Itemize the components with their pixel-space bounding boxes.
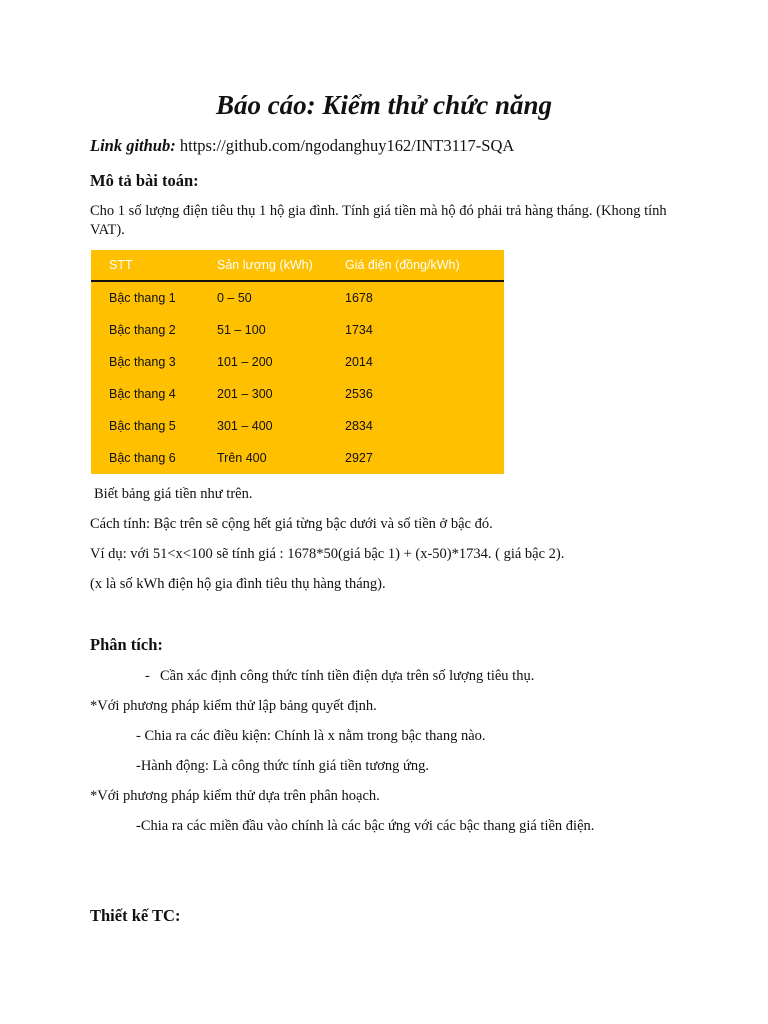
header-stt: STT xyxy=(91,250,199,281)
price-table xyxy=(91,250,504,474)
table-cell: 2927 xyxy=(345,451,373,465)
table-cell: Bậc thang 1 xyxy=(109,291,176,305)
note-calculation: Cách tính: Bậc trên sẽ cộng hết giá từng bậc dưới và số tiền ở bậc đó. xyxy=(90,516,493,532)
table-row xyxy=(91,410,504,442)
table-cell: 101 – 200 xyxy=(217,355,273,369)
header-output: Sản lượng (kWh) xyxy=(199,250,327,281)
table-cell: 1678 xyxy=(345,291,373,305)
table-cell: Bậc thang 2 xyxy=(109,323,176,337)
page-title: Báo cáo: Kiểm thử chức năng xyxy=(215,90,553,120)
table-cell: Bậc thang 4 xyxy=(109,387,176,401)
bullet-marker: - xyxy=(145,668,150,684)
table-cell: 2014 xyxy=(345,355,373,369)
table-row xyxy=(91,378,504,410)
table-row xyxy=(91,346,504,378)
note-x-definition: (x là số kWh điện hộ gia đình tiêu thụ hàng tháng). xyxy=(90,576,386,592)
table-cell: 201 – 300 xyxy=(217,387,273,401)
github-link[interactable]: https://github.com/ngodanghuy162/INT3117-SQA xyxy=(179,136,515,155)
table-cell: Trên 400 xyxy=(217,451,267,465)
analysis-bullet: Cần xác định công thức tính tiền điện dựa trên số lượng tiêu thụ. xyxy=(160,668,535,684)
method-decision-conditions: - Chia ra các điều kiện: Chính là x nằm trong bậc thang nào. xyxy=(136,728,486,744)
problem-heading: Mô tả bài toán: xyxy=(90,171,199,190)
method-decision-table: *Với phương pháp kiểm thử lập bảng quyết định. xyxy=(90,698,377,714)
table-cell: 1734 xyxy=(345,323,373,337)
table-row xyxy=(91,314,504,346)
table-cell: 301 – 400 xyxy=(217,419,273,433)
table-row xyxy=(91,281,504,314)
method-decision-actions: -Hành động: Là công thức tính giá tiền tương ứng. xyxy=(136,758,429,774)
note-price-table: Biết bảng giá tiền như trên. xyxy=(94,486,253,502)
table-header-row xyxy=(91,250,504,281)
table-cell: 2536 xyxy=(345,387,373,401)
method-partitioning-domains: -Chia ra các miền đầu vào chính là các bậc ứng với các bậc thang giá tiền điện. xyxy=(136,818,595,834)
design-heading: Thiết kế TC: xyxy=(90,906,181,925)
header-price: Giá điện (đồng/kWh) xyxy=(327,250,504,281)
github-label: Link github: xyxy=(90,136,176,155)
github-line xyxy=(90,136,514,156)
table-cell: Bậc thang 6 xyxy=(109,451,176,465)
table-cell: Bậc thang 3 xyxy=(109,355,176,369)
note-example: Ví dụ: với 51<x<100 sẽ tính giá : 1678*50(giá bậc 1) + (x-50)*1734. ( giá bậc 2). xyxy=(90,546,565,562)
table-cell: Bậc thang 5 xyxy=(109,419,176,433)
method-partitioning: *Với phương pháp kiểm thử dựa trên phân hoạch. xyxy=(90,788,380,804)
table-cell: 0 – 50 xyxy=(217,291,252,305)
problem-description: Cho 1 số lượng điện tiêu thụ 1 hộ gia đình. Tính giá tiền mà hộ đó phải trả hàng tháng. (Khong tính VAT). xyxy=(90,203,667,238)
table-cell: 51 – 100 xyxy=(217,323,266,337)
table-row xyxy=(91,442,504,474)
analysis-heading: Phân tích: xyxy=(90,635,163,654)
table-cell: 2834 xyxy=(345,419,373,433)
